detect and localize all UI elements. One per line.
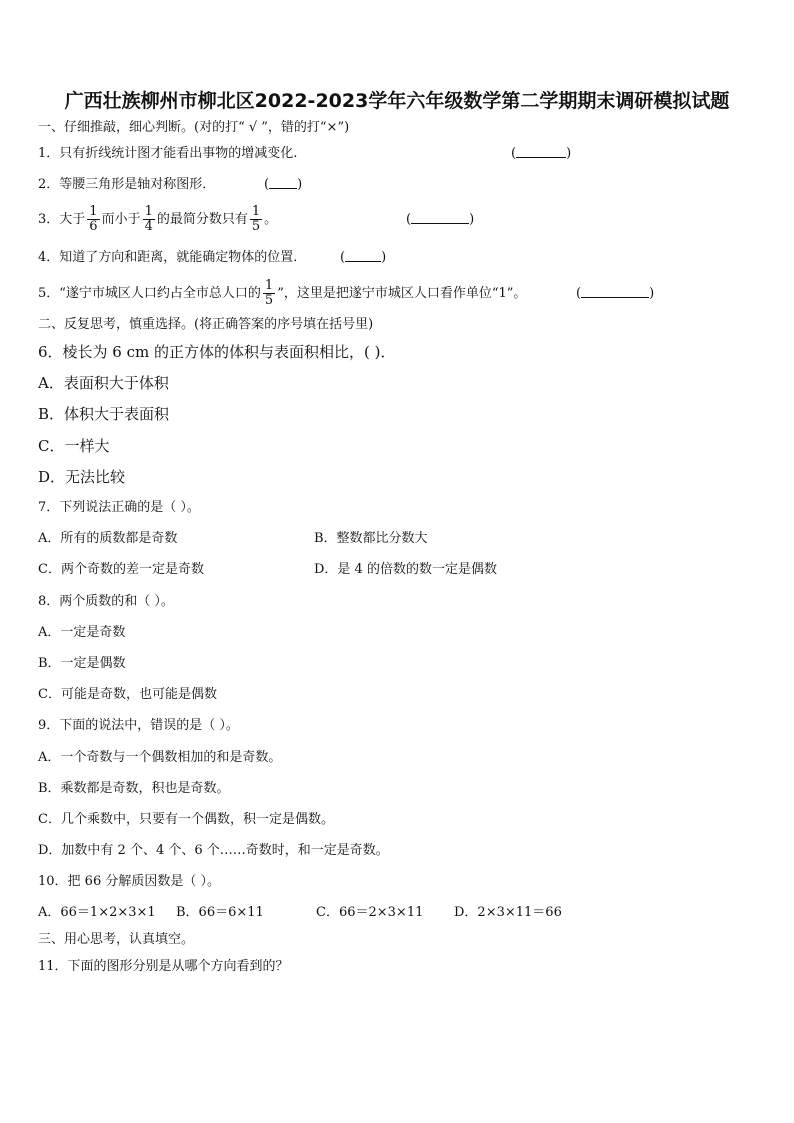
close-paren: ) [566, 146, 572, 161]
open-paren: ( [576, 286, 582, 301]
q9-option-d[interactable]: D．加数中有 2 个、4 个、6 个……奇数时，和一定是奇数。 [38, 843, 389, 858]
q10-option-b[interactable]: B．66＝6×11 [176, 905, 264, 920]
open-paren: ( [406, 212, 412, 227]
q10-option-a[interactable]: A．66＝1×2×3×1 [38, 905, 156, 920]
q7-option-a[interactable]: A．所有的质数都是奇数 [38, 531, 178, 546]
q9-option-a[interactable]: A．一个奇数与一个偶数相加的和是奇数。 [38, 750, 282, 765]
question-8: 8．两个质数的和（ ）。 [38, 594, 174, 609]
q10-option-c[interactable]: C．66＝2×3×11 [316, 905, 424, 920]
q6-option-a[interactable]: A．表面积大于体积 [38, 374, 169, 392]
question-4: 4．知道了方向和距离，就能确定物体的位置． [38, 250, 307, 265]
question-11: 11．下面的图形分别是从哪个方向看到的？ [38, 959, 289, 974]
answer-blank-4[interactable] [340, 249, 386, 267]
question-9: 9．下面的说法中，错误的是（ ）。 [38, 718, 239, 733]
page-title: 广西壮族柳州市柳北区2022-2023学年六年级数学第二学期期末调研模拟试题 [64, 90, 730, 112]
question-3: 3．大于 $\frac{1}{6}$ 而小于 $\frac{1}{4}$ 的最简分数只有 $\frac{1}{5}$ 。 [38, 204, 278, 234]
q7-option-b[interactable]: B．整数都比分数大 [314, 531, 428, 546]
answer-blank-2[interactable] [264, 176, 302, 194]
q7-option-c[interactable]: C．两个奇数的差一定是奇数 [38, 562, 204, 577]
fraction-one-fifth-q5: $\frac{1}{5}$ [264, 278, 274, 308]
open-paren: ( [511, 146, 517, 161]
question-2: 2．等腰三角形是轴对称图形． [38, 177, 216, 192]
question-10: 10．把 66 分解质因数是（ ）。 [38, 874, 220, 889]
answer-blank-3[interactable] [406, 211, 474, 229]
q6-option-d[interactable]: D．无法比较 [38, 468, 126, 486]
answer-blank-5[interactable] [576, 285, 654, 303]
fraction-one-sixth: $\frac{1}{6}$ [89, 204, 98, 234]
q6-option-c[interactable]: C．一样大 [38, 437, 110, 455]
open-paren: ( [340, 250, 346, 265]
close-paren: ) [469, 212, 475, 227]
question-1: 1．只有折线统计图才能看出事物的增减变化. [38, 146, 298, 161]
section-3-heading: 三、用心思考，认真填空。 [38, 932, 195, 947]
q8-option-a[interactable]: A．一定是奇数 [38, 625, 126, 640]
close-paren: ) [381, 250, 387, 265]
question-6: 6．棱长为 6 cm 的正方体的体积与表面积相比，( )． [38, 343, 396, 361]
close-paren: ) [297, 177, 303, 192]
open-paren: ( [264, 177, 270, 192]
q9-option-c[interactable]: C．几个乘数中，只要有一个偶数，积一定是偶数。 [38, 812, 334, 827]
close-paren: ) [649, 286, 655, 301]
fraction-one-fifth: $\frac{1}{5}$ [251, 204, 261, 234]
q10-option-d[interactable]: D．2×3×11＝66 [454, 905, 562, 920]
q9-option-b[interactable]: B．乘数都是奇数，积也是奇数。 [38, 781, 230, 796]
answer-blank-1[interactable] [511, 145, 571, 163]
q8-option-c[interactable]: C．可能是奇数，也可能是偶数 [38, 687, 217, 702]
q8-option-b[interactable]: B．一定是偶数 [38, 656, 126, 671]
question-7: 7．下列说法正确的是（ ）。 [38, 500, 200, 515]
fraction-one-fourth: $\frac{1}{4}$ [144, 204, 153, 234]
q7-option-d[interactable]: D．是 4 的倍数的数一定是偶数 [314, 562, 497, 577]
section-2-heading: 二、反复思考，慎重选择。(将正确答案的序号填在括号里) [38, 317, 374, 332]
question-5: 5．“遂宁市城区人口约占全市总人口的 $\frac{1}{5}$ ”，这里是把遂宁市城区人口看作单位“1”。 [38, 278, 527, 308]
q6-option-b[interactable]: B．体积大于表面积 [38, 405, 170, 423]
section-1-heading: 一、仔细推敲，细心判断。(对的打“ √ ”，错的打“×”) [38, 120, 350, 135]
